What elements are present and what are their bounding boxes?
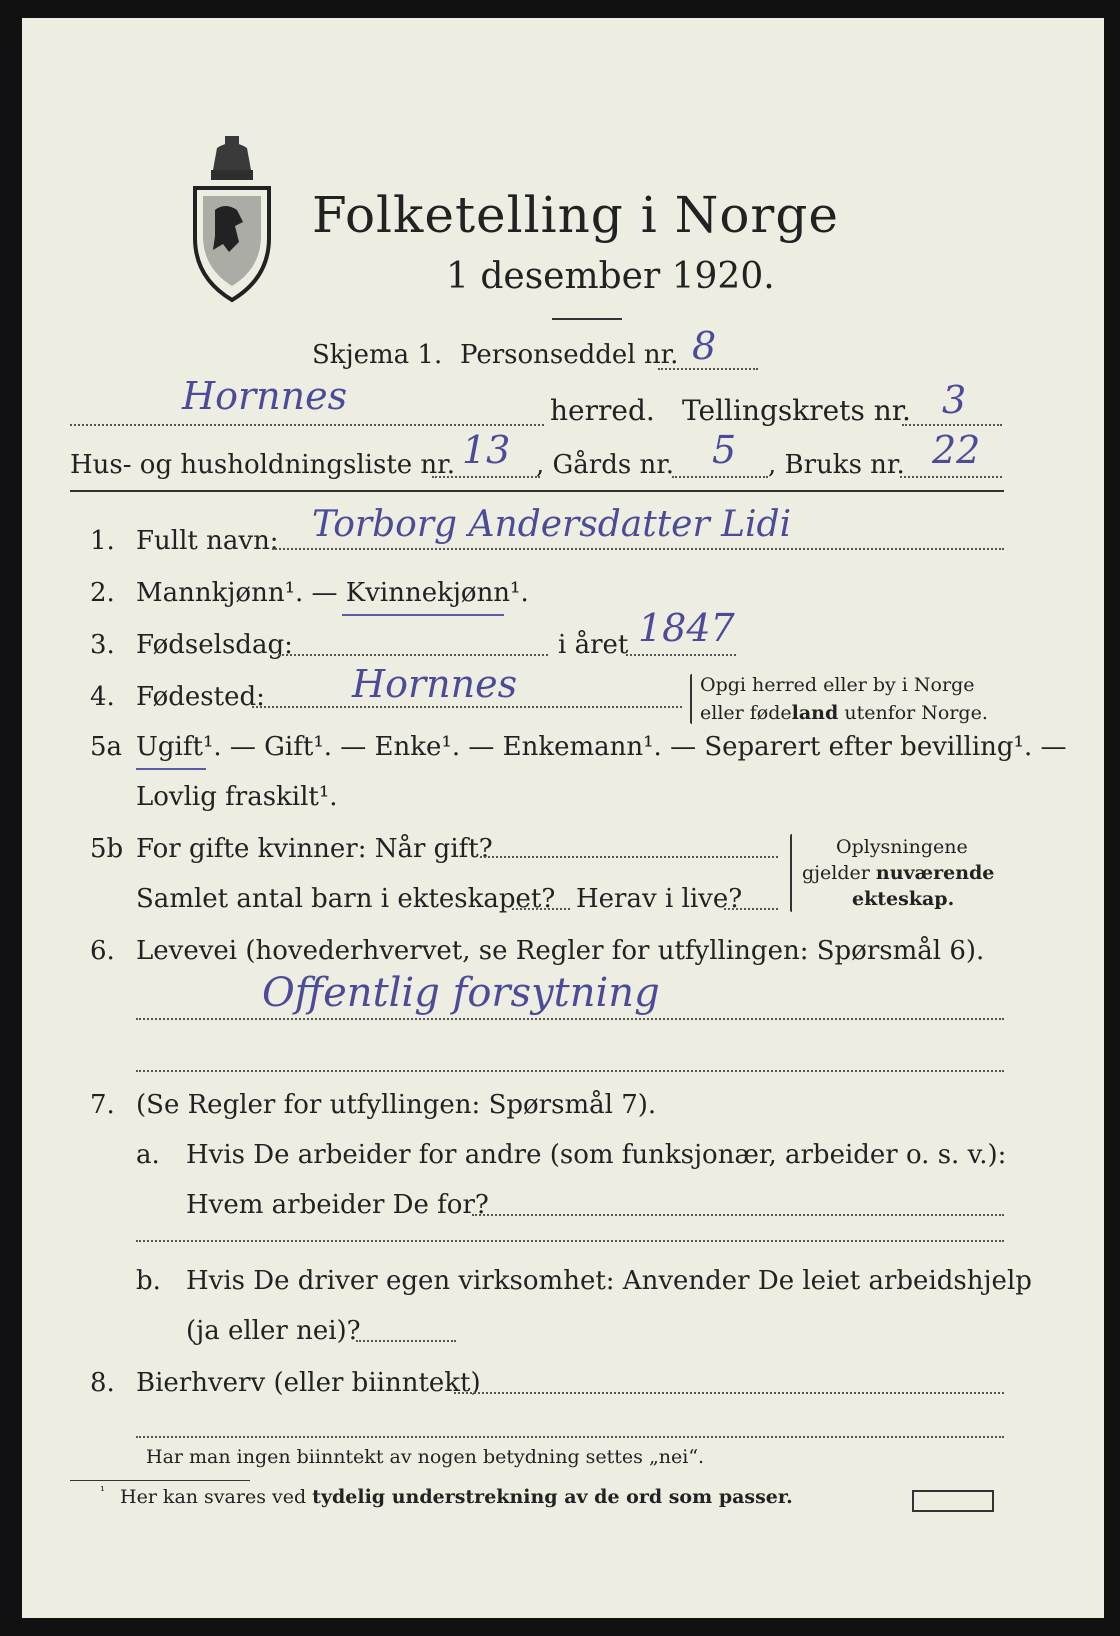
married-when-label: For gifte kvinner: Når gift? — [136, 834, 493, 864]
occupation-field-1[interactable] — [136, 1018, 1004, 1020]
printer-stamp — [912, 1490, 994, 1512]
personseddel-field[interactable] — [658, 368, 758, 370]
q7a-line1: Hvis De arbeider for andre (som funksjonær, arbeider o. s. v.): — [186, 1140, 1007, 1170]
marriage-note-2b: nuværende — [875, 862, 995, 884]
herred-field[interactable] — [70, 424, 544, 426]
children-alive-field[interactable] — [724, 908, 778, 910]
form-title: Folketelling i Norge — [312, 186, 839, 244]
q5a-number: 5a — [90, 732, 123, 762]
children-total-label: Samlet antal barn i ekteskapet? — [136, 884, 556, 914]
birthplace-note-2a: eller føde — [700, 702, 792, 724]
side-income-field-2[interactable] — [136, 1436, 1004, 1438]
bruks-field[interactable] — [900, 476, 1002, 478]
q8-number: 8. — [90, 1368, 115, 1398]
kvinnekjonn-underline — [342, 614, 504, 616]
birthplace-note-2c: utenfor Norge. — [838, 702, 988, 724]
no-income-note: Har man ingen biinntekt av nogen betydning settes „nei“. — [146, 1446, 705, 1468]
marriage-note-1: Oplysningene — [836, 836, 968, 858]
census-date: 1 desember 1920. — [446, 256, 775, 297]
gards-value: 5 — [712, 428, 737, 472]
marriage-note-2a: gjelder — [802, 862, 876, 884]
full-name-value: Torborg Andersdatter Lidi — [312, 504, 792, 545]
q1-number: 1. — [90, 526, 115, 556]
birthplace-note-1: Opgi herred eller by i Norge — [700, 674, 975, 696]
q7-label: (Se Regler for utfyllingen: Spørsmål 7). — [136, 1090, 657, 1120]
side-income-field[interactable] — [454, 1392, 1004, 1394]
married-when-field[interactable] — [480, 856, 778, 858]
q6-number: 6. — [90, 936, 115, 966]
footnote-divider — [70, 1480, 250, 1481]
birthplace-note-2b: land — [791, 702, 839, 724]
bruks-value: 22 — [932, 428, 981, 472]
q7b-letter: b. — [136, 1266, 161, 1296]
full-name-field[interactable] — [272, 548, 1004, 550]
q4-number: 4. — [90, 682, 115, 712]
tellingskrets-field[interactable] — [902, 424, 1002, 426]
birthplace-note-brace — [690, 674, 692, 724]
gender-options: Mannkjønn¹. — Kvinnekjønn¹. — [136, 578, 529, 608]
q7b-line1: Hvis De driver egen virksomhet: Anvender De leiet arbeidshjelp — [186, 1266, 1032, 1296]
hus-label: Hus- og husholdningsliste nr. — [70, 450, 456, 480]
bruks-label: , Bruks nr. — [768, 450, 905, 480]
marriage-note-3: ekteskap. — [852, 888, 955, 910]
birthplace-value: Hornnes — [352, 662, 518, 706]
q3-label: Fødselsdag: — [136, 630, 293, 660]
marital-status-options: Ugift¹. — Gift¹. — Enke¹. — Enkemann¹. — Separert efter bevilling¹. — — [136, 732, 1067, 762]
coat-of-arms-icon — [187, 130, 277, 310]
personseddel-value: 8 — [692, 324, 717, 368]
side-income-label: Bierhverv (eller biinntekt) — [136, 1368, 481, 1398]
q7b-line2: (ja eller nei)? — [186, 1316, 361, 1346]
occupation-label: Levevei (hovederhvervet, se Regler for utfyllingen: Spørsmål 6). — [136, 936, 985, 966]
q1-label: Fullt navn: — [136, 526, 279, 556]
employer-field-2[interactable] — [136, 1240, 1004, 1242]
occupation-field-2[interactable] — [136, 1070, 1004, 1072]
herred-value: Hornnes — [182, 374, 348, 418]
personseddel-label: Personseddel nr. — [460, 340, 679, 370]
children-alive-label: Herav i live? — [576, 884, 743, 914]
ugift-underline — [136, 768, 206, 770]
q2-number: 2. — [90, 578, 115, 608]
q7a-letter: a. — [136, 1140, 160, 1170]
year-label: i året — [558, 630, 629, 660]
q7-number: 7. — [90, 1090, 115, 1120]
title-divider — [552, 318, 622, 320]
q4-label: Fødested: — [136, 682, 265, 712]
q7a-line2: Hvem arbeider De for? — [186, 1190, 489, 1220]
q3-number: 3. — [90, 630, 115, 660]
tellingskrets-label: Tellingskrets nr. — [682, 394, 911, 427]
footnote-text-b: tydelig understrekning av de ord som passer. — [312, 1486, 793, 1508]
hus-field[interactable] — [432, 476, 540, 478]
footnote-text-a: Her kan svares ved — [120, 1486, 313, 1508]
occupation-value: Offentlig forsytning — [262, 970, 660, 1016]
hus-value: 13 — [462, 428, 511, 472]
marriage-note-brace — [790, 834, 792, 912]
header-divider — [70, 490, 1004, 492]
census-form-page — [22, 18, 1104, 1618]
marital-status-line2: Lovlig fraskilt¹. — [136, 782, 338, 812]
gards-label: , Gårds nr. — [536, 450, 675, 480]
birthplace-field[interactable] — [252, 706, 682, 708]
gards-field[interactable] — [672, 476, 768, 478]
children-total-field[interactable] — [512, 908, 570, 910]
employer-field[interactable] — [472, 1214, 1004, 1216]
tellingskrets-value: 3 — [942, 378, 967, 422]
herred-label: herred. — [550, 394, 655, 427]
birthdate-field[interactable] — [278, 654, 548, 656]
footnote-marker: ¹ — [100, 1484, 105, 1498]
hired-help-field[interactable] — [356, 1340, 456, 1342]
birth-year-field[interactable] — [626, 654, 736, 656]
q5b-number: 5b — [90, 834, 124, 864]
birth-year-value: 1847 — [638, 606, 735, 650]
schema-label: Skjema 1. — [312, 340, 443, 370]
